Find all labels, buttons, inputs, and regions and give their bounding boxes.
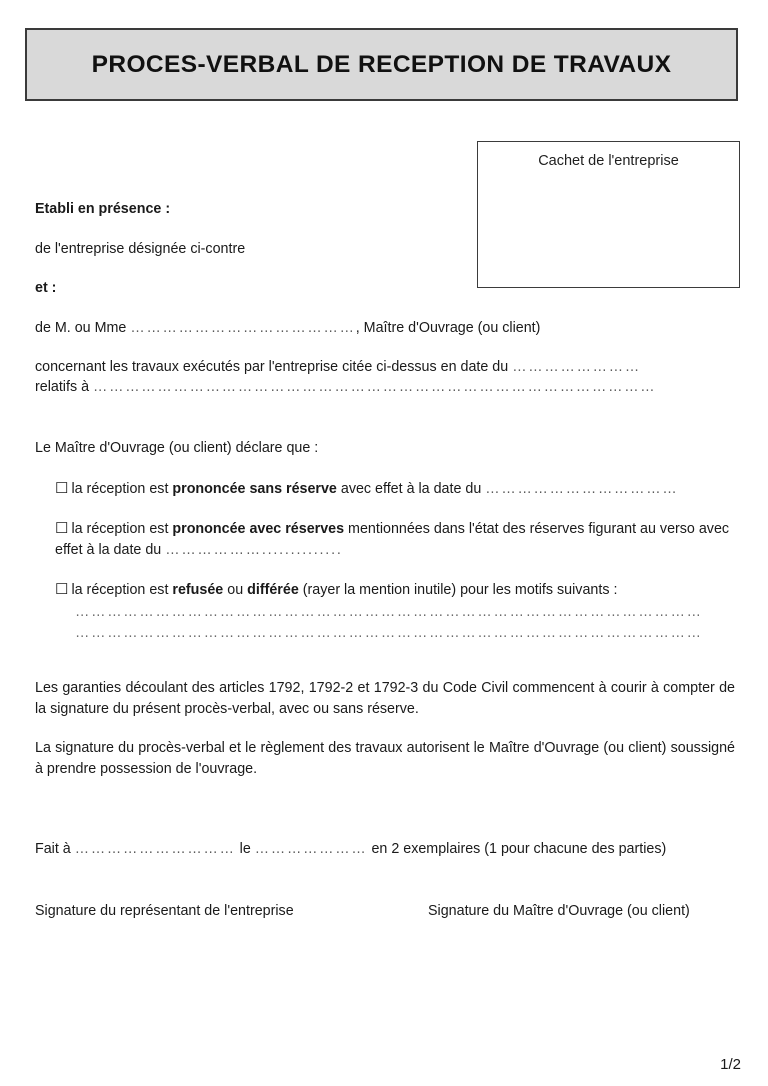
motifs-blank-line-2[interactable]: ………………………………………………………………………………………………………	[75, 625, 703, 641]
checkbox-icon[interactable]: ☐	[55, 520, 69, 537]
option-3-emphasis: refusée	[172, 582, 224, 598]
option-3-emphasis-2: différée	[247, 582, 299, 598]
page-number: 1/2	[720, 1056, 741, 1073]
works-relative-prefix: relatifs à	[35, 379, 94, 395]
page-title: PROCES-VERBAL DE RECEPTION DE TRAVAUX	[91, 50, 672, 78]
works-date-line	[35, 357, 641, 377]
possession-paragraph: La signature du procès-verbal et le règlement des travaux autorisent le Maître d'Ouvrage (ou client) soussigné à prendre possession de l'ouvrage.	[35, 740, 735, 777]
declaration-heading: Le Maître d'Ouvrage (ou client) déclare que :	[35, 440, 319, 456]
date-label: le	[235, 841, 255, 857]
copies-text: en 2 exemplaires (1 pour chacune des parties)	[367, 841, 667, 857]
option-3-text-middle: ou	[223, 582, 248, 598]
option-1-date-blank[interactable]: ………………………………	[485, 481, 679, 497]
document-title-banner	[25, 28, 738, 101]
established-heading: Etabli en présence :	[35, 201, 171, 217]
signature-company-label: Signature du représentant de l'entreprise	[35, 903, 294, 919]
closing-line	[35, 839, 666, 859]
place-blank[interactable]: …………………………	[74, 841, 236, 857]
option-2-text-before: la réception est	[71, 521, 173, 537]
owner-name-prefix: de M. ou Mme	[35, 320, 131, 336]
checkbox-icon[interactable]: ☐	[55, 581, 69, 598]
place-label: Fait à	[35, 841, 75, 857]
option-1-text-before: la réception est	[71, 481, 173, 497]
works-date-prefix: concernant les travaux exécutés par l'entreprise citée ci-dessus en date du	[35, 359, 513, 375]
checkbox-icon[interactable]: ☐	[55, 480, 69, 497]
owner-name-suffix: , Maître d'Ouvrage (ou client)	[355, 320, 541, 336]
company-stamp-label: Cachet de l'entreprise	[538, 153, 679, 169]
and-label: et :	[35, 280, 57, 296]
motifs-blank-line-1[interactable]: ………………………………………………………………………………………………………	[75, 604, 703, 620]
signature-owner-label: Signature du Maître d'Ouvrage (ou client)	[428, 903, 690, 919]
owner-name-blank[interactable]: ……………………………………	[130, 320, 356, 336]
option-1-text-after: avec effet à la date du	[336, 481, 486, 497]
option-3-text-before: la réception est	[71, 582, 173, 598]
declaration-option-3[interactable]	[55, 580, 745, 601]
option-3-text-after: (rayer la mention inutile) pour les motifs suivants :	[298, 582, 618, 598]
owner-name-line	[35, 318, 540, 338]
option-1-emphasis: prononcée sans réserve	[172, 481, 337, 497]
company-stamp-box	[477, 141, 740, 288]
declaration-option-2[interactable]	[55, 519, 740, 561]
guarantees-paragraph: Les garanties découlant des articles 1792, 1792-2 et 1792-3 du Code Civil commencent à courir à compter de la signature du présent procès-verbal, avec ou sans réserve.	[35, 680, 735, 717]
option-2-text-after: mentionnées dans l'état des réserves figurant au verso avec effet à la date du	[55, 521, 730, 558]
works-date-blank[interactable]: ……………………	[512, 359, 641, 375]
option-2-emphasis: prononcée avec réserves	[172, 521, 345, 537]
declaration-option-1[interactable]	[55, 479, 745, 500]
date-blank[interactable]: …………………	[254, 841, 368, 857]
company-designation-line: de l'entreprise désignée ci-contre	[35, 241, 246, 257]
option-2-date-blank[interactable]: ………………..............	[165, 542, 343, 558]
works-relative-blank[interactable]: ……………………………………………………………………………………………	[93, 379, 657, 395]
works-relative-line	[35, 377, 656, 397]
